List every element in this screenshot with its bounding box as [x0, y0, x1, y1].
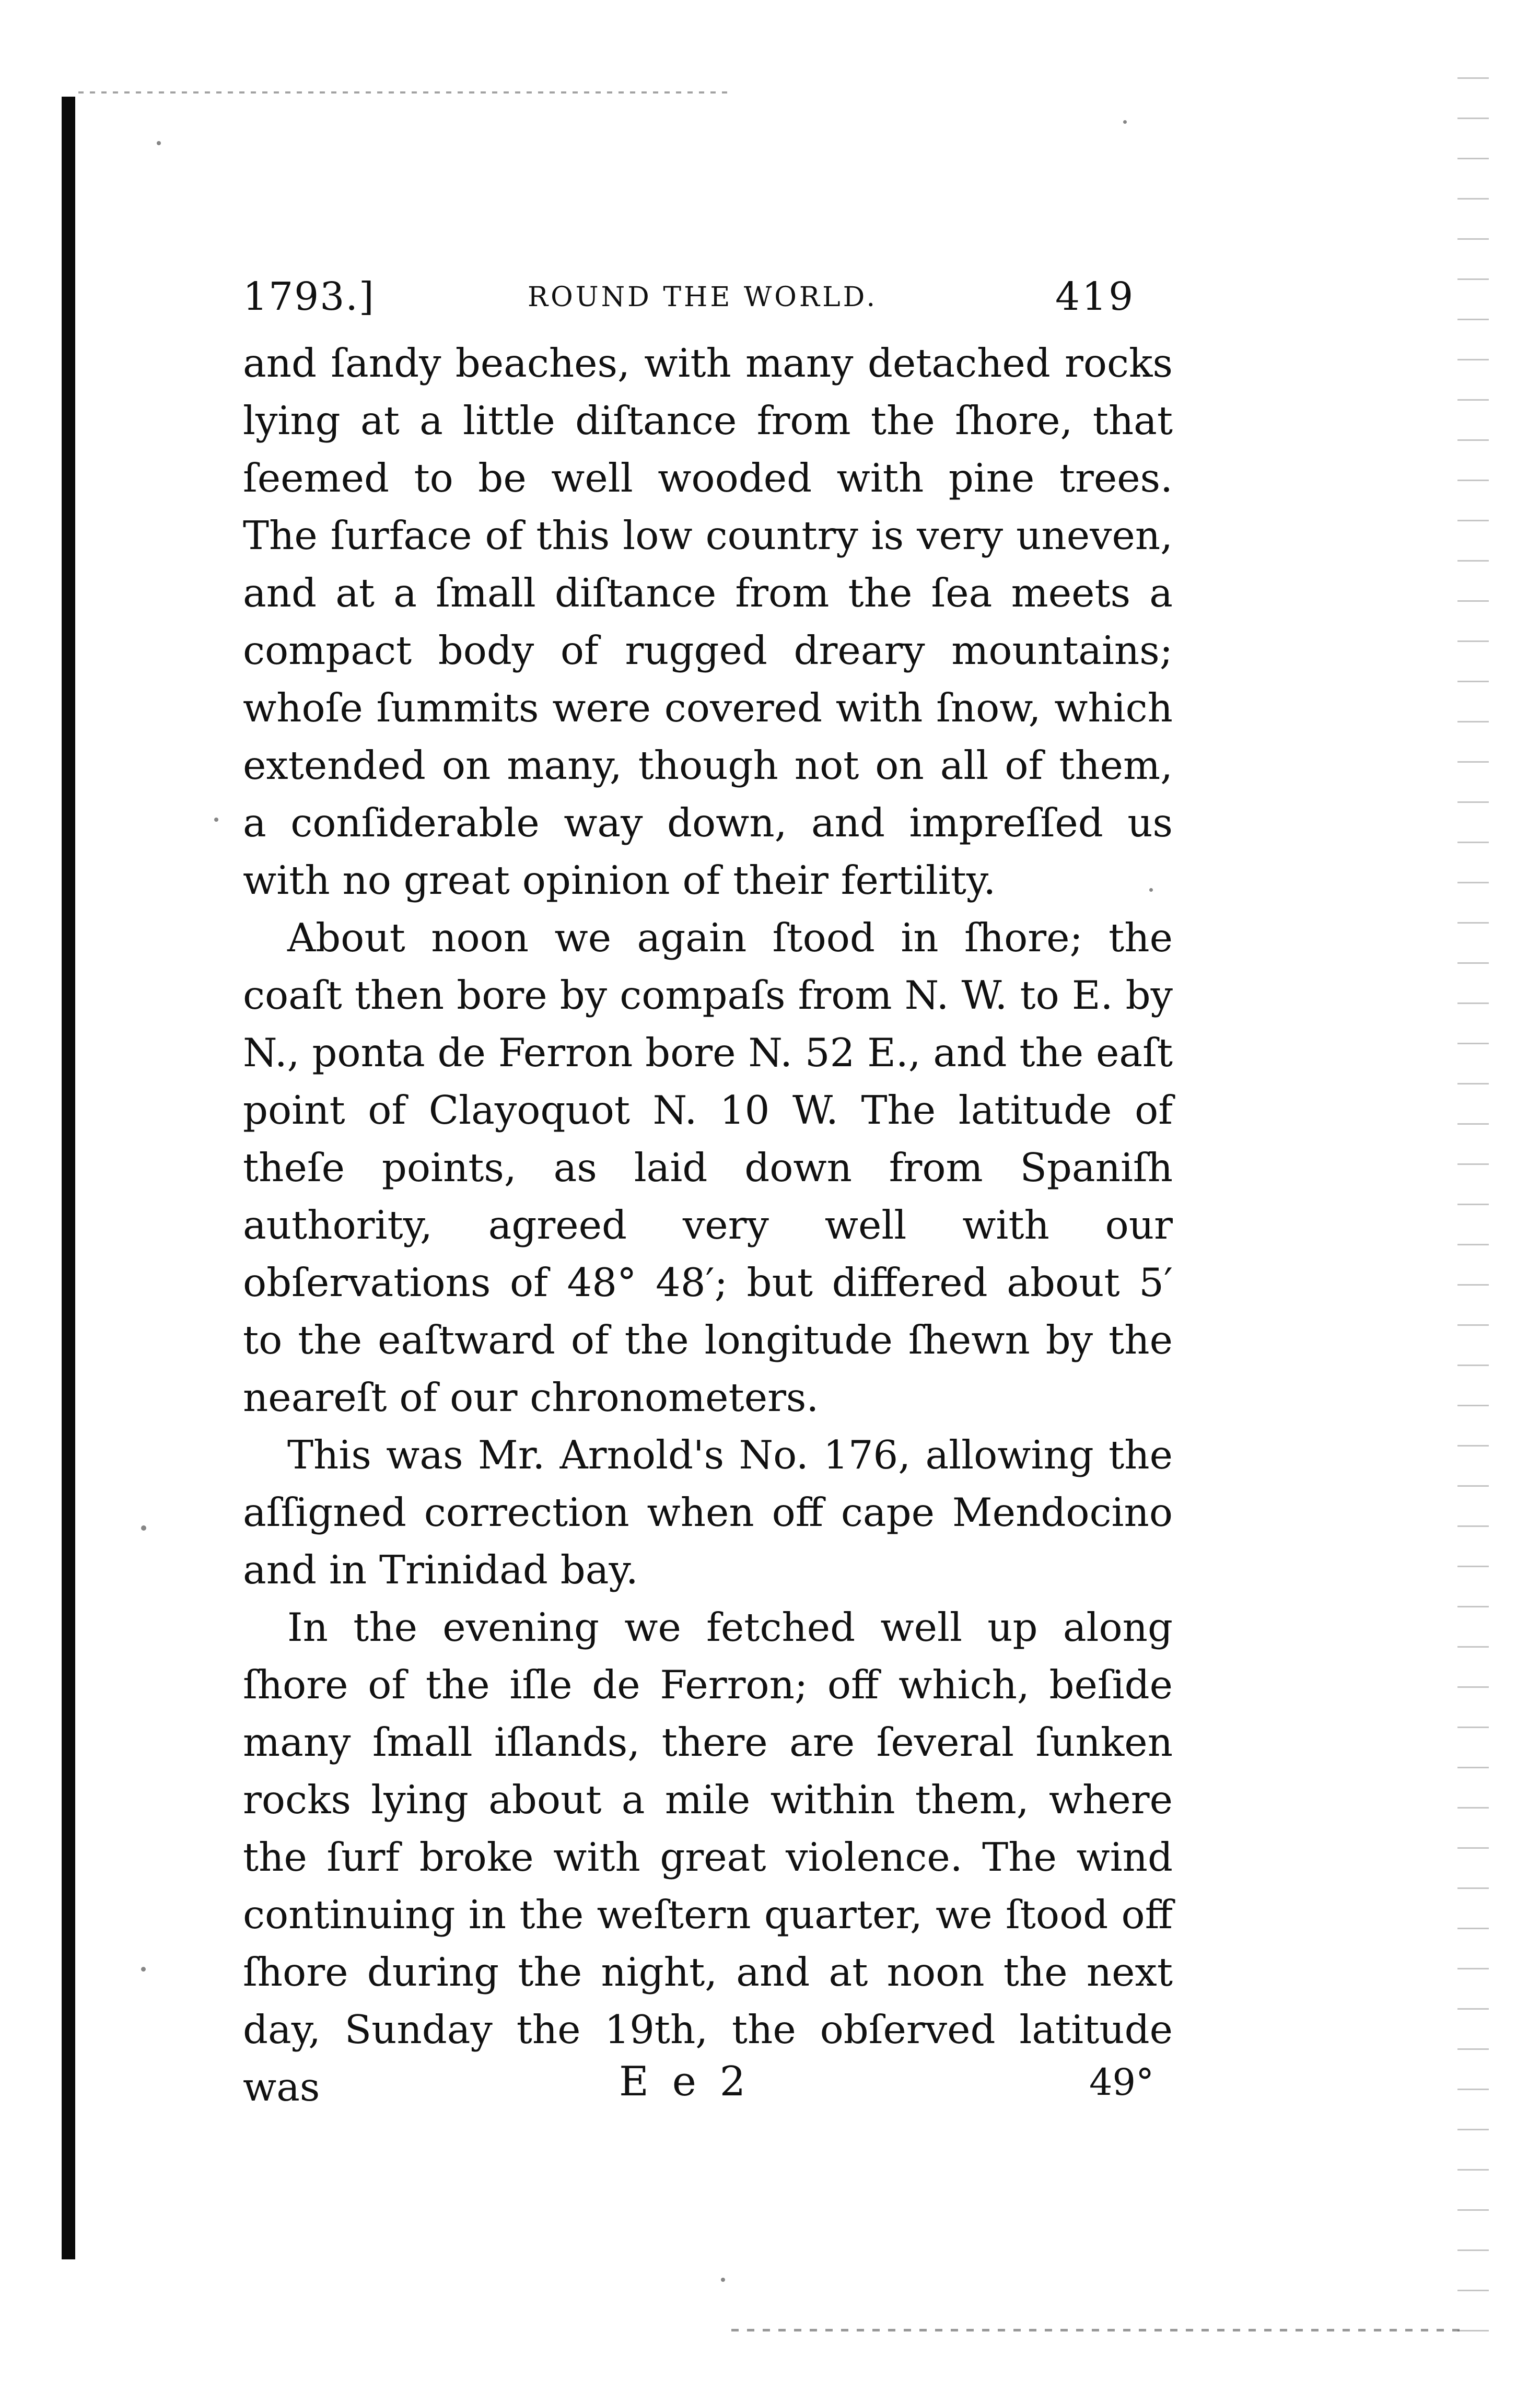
paragraph-2: About noon we again ſtood in ſhore; the coaſt then bore by compaſs from N. W. to E. by N., ponta de Ferron bore N. 52 E., and the eaſt point of Clayoquot N. 10 W. The latitude of theſe points, as laid down from Spaniſh authority, agreed very well with our obſervations of 48° 48′; but differed about 5′ to the eaſtward of the longitude ſhewn by the neareſt of our chronometers. [243, 915, 1173, 1420]
scan-artifact-bottom [731, 2329, 1463, 2331]
binding-gutter [62, 97, 75, 2259]
paragraph-1: and ſandy beaches, with many detached rocks lying at a little diſtance from the ſhore, that ſeemed to be well wooded with pine trees. The ſurface of this low country is very uneven, and at a ſmall diſtance from the ſea meets a compact body of rugged dreary mountains; whoſe ſummits were covered with ſnow, which extended on many, though not on all of them, a conſiderable way down, and impreſſed us with no great opinion of their fertility. [243, 340, 1173, 903]
page-number: 419 [1055, 274, 1136, 319]
body-text [243, 334, 1173, 2116]
scan-speck [141, 1967, 146, 1972]
signature-mark: E e 2 [619, 2058, 751, 2105]
scan-speck [157, 141, 161, 145]
catchword: 49° [1089, 2061, 1154, 2104]
paragraph-3: This was Mr. Arnold's No. 176, allowing the aſſigned correction when off cape Mendocino and in Trinidad bay. [243, 1432, 1173, 1593]
scan-speck [214, 818, 218, 822]
paragraph-4: In the evening we fetched well up along ſhore of the iſle de Ferron; off which, beſide many ſmall iſlands, there are ſeveral ſunken rocks lying about a mile within them, where the ſurf broke with great violence. The wind continuing in the weſtern quarter, we ſtood off ſhore during the night, and at noon the next day, Sunday the 19th, the obſerved latitude was [243, 1604, 1173, 2110]
running-title: ROUND THE WORLD. [528, 282, 878, 313]
running-header [243, 274, 1183, 327]
header-year: 1793.] [243, 274, 375, 319]
scan-artifact-top [78, 91, 731, 94]
scan-speck [141, 1525, 146, 1531]
scan-artifact-right-edge [1457, 63, 1489, 2340]
scan-speck [1123, 120, 1127, 124]
scan-speck [721, 2278, 725, 2282]
